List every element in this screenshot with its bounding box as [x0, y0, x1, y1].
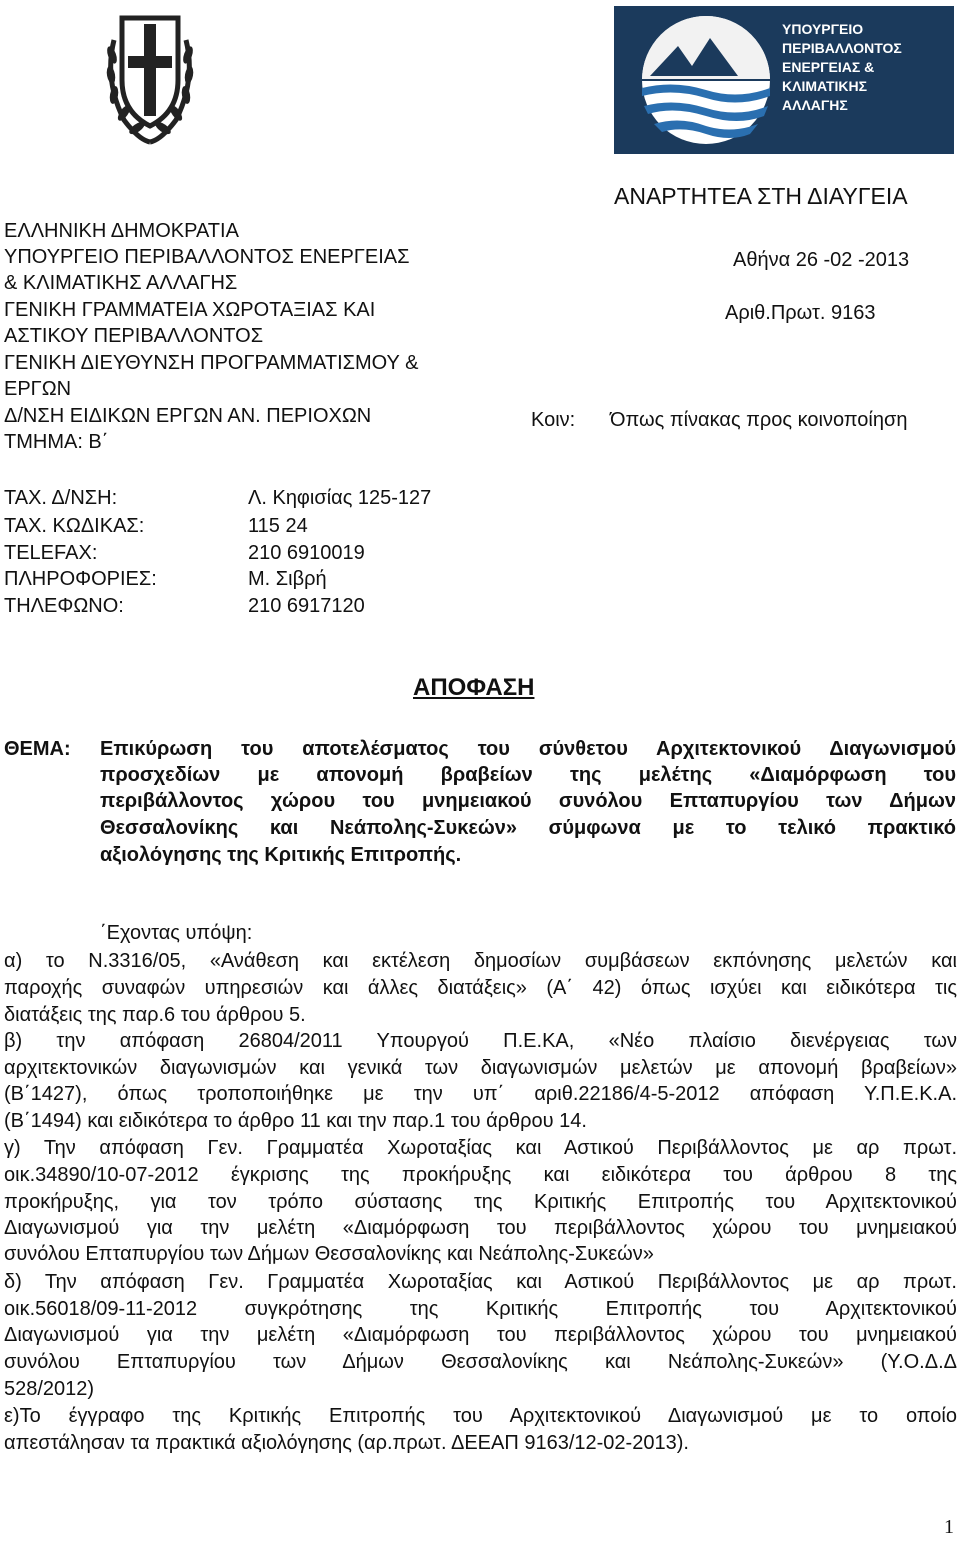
subject-line: Επικύρωση του αποτελέσματος του σύνθετου Αρχιτεκτονικού Διαγωνισμού	[100, 738, 956, 760]
body-line: 528/2012)	[4, 1378, 95, 1400]
body-line: (Β΄1427), όπως τροποποιήθηκε με την υπ΄ αριθ.22186/4-5-2012 απόφαση Υ.Π.Ε.Κ.Α.	[4, 1083, 957, 1105]
issuer-line: Δ/ΝΣΗ ΕΙΔΙΚΩΝ ΕΡΓΩΝ ΑΝ. ΠΕΡΙΟΧΩΝ	[4, 405, 372, 427]
body-line: διατάξεις της παρ.6 του άρθρου 5.	[4, 1004, 306, 1026]
decision-title: ΑΠΟΦΑΣΗ	[413, 674, 535, 701]
subject-line: περιβάλλοντος χώρου του μνημειακού συνόλου Επταπυργίου των Δήμων	[100, 790, 956, 812]
page-number: 1	[944, 1516, 954, 1538]
coat-of-arms-icon	[104, 0, 196, 150]
issuer-line: ΓΕΝΙΚΗ ΓΡΑΜΜΑΤΕΙΑ ΧΩΡΟΤΑΞΙΑΣ ΚΑΙ	[4, 299, 376, 321]
protocol-number: Αριθ.Πρωτ. 9163	[725, 302, 876, 324]
body-line: συνόλου Επταπυργίου των Δήμων Θεσσαλονίκης και Νεάπολης-Συκεών»	[4, 1243, 654, 1265]
subject-label: ΘΕΜΑ:	[4, 738, 71, 760]
contact-value: Λ. Κηφισίας 125-127	[248, 487, 432, 509]
issuer-line: ΕΛΛΗΝΙΚΗ ΔΗΜΟΚΡΑΤΙΑ	[4, 220, 239, 242]
body-line: (Β΄1494) και ειδικότερα το άρθρο 11 και την παρ.1 του άρθρου 14.	[4, 1110, 587, 1132]
body-line: παροχής συναφών υπηρεσιών και άλλες διατάξεις» (Α΄ 42) όπως ισχύει και ειδικότερα τις	[4, 977, 957, 999]
ministry-logo	[614, 6, 954, 154]
contact-value: 210 6917120	[248, 595, 365, 617]
body-line: Διαγωνισμού για την μελέτη «Διαμόρφωση του περιβάλλοντος χώρου του μνημειακού	[4, 1324, 957, 1346]
subject-line: Θεσσαλονίκης και Νεάπολης-Συκεών» σύμφωνα με το τελικό πρακτικό	[100, 817, 956, 839]
issuer-line: ΓΕΝΙΚΗ ΔΙΕΥΘΥΝΣΗ ΠΡΟΓΡΑΜΜΑΤΙΣΜΟΥ &	[4, 352, 419, 374]
document-date: Αθήνα 26 -02 -2013	[733, 249, 910, 271]
contact-label: ΤΗΛΕΦΩΝΟ:	[4, 595, 124, 617]
logo-line: ΕΝΕΡΓΕΙΑΣ &	[782, 59, 875, 75]
body-line: οικ.56018/09-11-2012 συγκρότησης της Κριτικής Επιτροπής του Αρχιτεκτονικού	[4, 1298, 957, 1320]
logo-line: ΑΛΛΑΓΗΣ	[782, 97, 848, 113]
issuer-line: & ΚΛΙΜΑΤΙΚΗΣ ΑΛΛΑΓΗΣ	[4, 272, 238, 294]
issuer-line: ΕΡΓΩΝ	[4, 378, 72, 400]
body-line: β) την απόφαση 26804/2011 Υπουργού Π.Ε.ΚΑ, «Νέο πλαίσιο διενέργειας των	[4, 1030, 957, 1052]
body-line: αρχιτεκτονικών διαγωνισμών και γενικά των διαγωνισμών μελετών με απονομή βραβείων»	[4, 1057, 957, 1079]
logo-line: ΠΕΡΙΒΑΛΛΟΝΤΟΣ	[782, 40, 902, 56]
logo-line: ΚΛΙΜΑΤΙΚΗΣ	[782, 78, 868, 94]
body-line: α) το Ν.3316/05, «Ανάθεση και εκτέλεση δημοσίων συμβάσεων εκπόνησης μελετών και	[4, 950, 957, 972]
contact-value: 115 24	[248, 515, 308, 537]
issuer-line: ΥΠΟΥΡΓΕΙΟ ΠΕΡΙΒΑΛΛΟΝΤΟΣ ΕΝΕΡΓΕΙΑΣ	[4, 246, 410, 268]
body-line: δ) Την απόφαση Γεν. Γραμματέα Χωροταξίας και Αστικού Περιβάλλοντος με αρ πρωτ.	[4, 1271, 957, 1293]
body-line: ε)Το έγγραφο της Κριτικής Επιτροπής του Αρχιτεκτονικού Διαγωνισμού με το οποίο	[4, 1405, 957, 1427]
body-line: απεστάλησαν τα πρακτικά αξιολόγησης (αρ.πρωτ. ΔΕΕΑΠ 9163/12-02-2013).	[4, 1432, 689, 1454]
contact-label: ΤΑΧ. Δ/ΝΣΗ:	[4, 487, 118, 509]
body-line: οικ.34890/10-07-2012 έγκρισης της προκήρυξης και ειδικότερα του άρθρου 8 της	[4, 1164, 957, 1186]
contact-label: TELEFAX:	[4, 542, 98, 564]
body-line: γ) Την απόφαση Γεν. Γραμματέα Χωροταξίας και Αστικού Περιβάλλοντος με αρ πρωτ.	[4, 1137, 957, 1159]
body-line: Διαγωνισμού για την μελέτη «Διαμόρφωση του περιβάλλοντος χώρου του μνημειακού	[4, 1217, 957, 1239]
issuer-line: ΑΣΤΙΚΟΥ ΠΕΡΙΒΑΛΛΟΝΤΟΣ	[4, 325, 264, 347]
subject-line: αξιολόγησης της Κριτικής Επιτροπής.	[100, 844, 462, 866]
contact-label: ΠΛΗΡΟΦΟΡΙΕΣ:	[4, 568, 157, 590]
publication-notice: ΑΝΑΡΤΗΤΕΑ ΣΤΗ ΔΙΑΥΓΕΙΑ	[614, 183, 908, 209]
wave-logo-icon	[614, 6, 784, 154]
issuer-line: ΤΜΗΜΑ: Β΄	[4, 431, 109, 453]
cc-value: Όπως πίνακας προς κοινοποίηση	[610, 409, 908, 431]
contact-label: ΤΑΧ. ΚΩΔΙΚΑΣ:	[4, 515, 145, 537]
contact-value: Μ. Σιβρή	[248, 568, 327, 590]
state-emblem	[104, 0, 196, 150]
subject-line: προσχεδίων με απονομή βραβείων της μελέτης «Διαμόρφωση του	[100, 764, 956, 786]
logo-line: ΥΠΟΥΡΓΕΙΟ	[782, 21, 864, 37]
logo-text	[782, 20, 902, 115]
body-line: συνόλου Επταπυργίου των Δήμων Θεσσαλονίκης και Νεάπολης-Συκεών» (Υ.Ο.Δ.Δ	[4, 1351, 957, 1373]
contact-value: 210 6910019	[248, 542, 365, 564]
body-line: προκήρυξης, για τον τρόπο σύστασης της Κριτικής Επιτροπής του Αρχιτεκτονικού	[4, 1191, 957, 1213]
considering-heading: ΄Εχοντας υπόψη:	[100, 922, 253, 944]
cc-label: Κοιν:	[531, 409, 576, 431]
